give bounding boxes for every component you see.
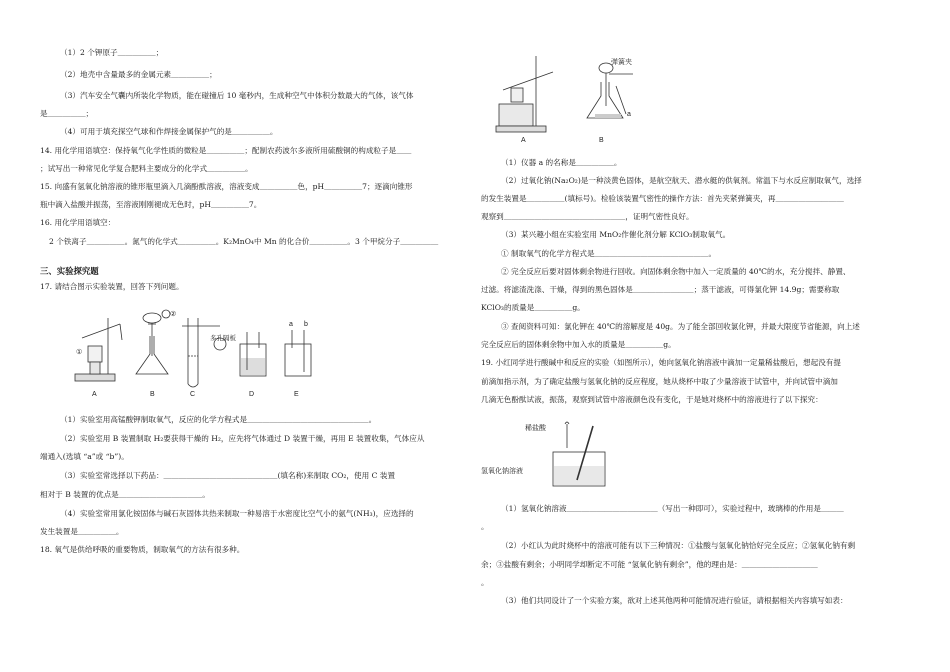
q18-part2-cont2: 观察到＿＿＿＿＿＿＿＿＿＿＿＿＿＿＿＿，证明气密性良好。 [481, 212, 694, 221]
section-heading: 三、实验探究题 [40, 266, 99, 276]
q18: 18. 氧气是供给呼吸的重要物质，制取氧气的方法有很多种。 [40, 545, 245, 554]
q19-part2-cont2: 。 [481, 578, 489, 587]
q18-part2-cont1: 的发生装置是＿＿＿＿＿(填标号)。检验该装置气密性的操作方法：首先夹紧弹簧夹，再＿＿＿＿＿＿＿＿＿ [481, 194, 844, 203]
q19-part2-cont: 余；③盐酸有剩余；小明同学却断定不可能 “氢氧化钠有剩余”，他的理由是：＿＿＿＿＿＿＿＿＿＿ [481, 560, 818, 569]
q13-part4: （4）可用于填充探空气球和作焊接金属保护气的是＿＿＿＿＿。 [60, 127, 278, 136]
label-port-b: b [304, 321, 308, 328]
q17-part3: （3）实验室常选择以下药品：＿＿＿＿＿＿＿＿＿＿＿＿＿＿＿(填名称)来制取 CO₂，使用 C 装置 [60, 471, 396, 480]
q19-cont1: 前滴加指示剂，为了确定盐酸与氢氧化钠的反应程度，她从烧杯中取了少量溶液于试管中，并向试管中滴加 [481, 377, 838, 386]
q15: 15. 向盛有氢氧化钠溶液的锥形瓶里滴入几滴酚酞溶液，溶液变成＿＿＿＿＿色，pH＿＿＿＿＿7；逐滴向锥形 [40, 182, 413, 191]
label-A-right: A [521, 137, 526, 144]
q18-apparatus-figure [491, 42, 641, 146]
q17-part2-cont: 端通入(选填 “a”或 “b”)。 [40, 452, 129, 461]
label-circle-1: ① [76, 349, 83, 356]
q19-part1: （1）氢氧化钠溶液＿＿＿＿＿＿＿＿＿＿＿＿（写出一种即可），实验过程中，玻璃棒的作用是＿＿＿ [501, 504, 844, 513]
q13-part1: （1）2 个钾原子＿＿＿＿＿； [60, 48, 164, 57]
q18-part3-2: ② 完全反应后要对固体剩余物进行回收。向固体剩余物中加入一定质量的 40℃的水，充分搅拌、静置、 [501, 267, 851, 276]
q15-cont: 瓶中滴入盐酸并振荡，至溶液刚刚褪成无色时，pH＿＿＿＿＿7。 [40, 200, 262, 209]
q18-part3-2-cont2: KClO₃的质量是＿＿＿＿＿g。 [481, 303, 585, 312]
label-naoh-solution: 氢氧化钠溶液 [481, 468, 523, 475]
q17-part3-cont: 相对于 B 装置的优点是＿＿＿＿＿＿＿＿＿＿＿。 [40, 490, 210, 499]
q17-part4: （4）实验室常用氯化铵固体与碱石灰固体共热来制取一种易溶于水密度比空气小的氨气(NH₃)，应选择的 [60, 509, 414, 518]
q18-part3-3-cont: 完全反应后的固体剩余物中加入水的质量是＿＿＿＿＿g。 [481, 340, 676, 349]
q19: 19. 小红同学进行酸碱中和反应的实验（如图所示），她向氢氧化钠溶液中滴加一定量稀盐酸后，想起没有提 [481, 358, 841, 367]
q13-part3-cont: 是＿＿＿＿＿； [40, 109, 94, 118]
q18-part3-2-cont: 过滤。将滤渣洗涤、干燥，得到的黑色固体是＿＿＿＿＿＿＿＿；蒸干滤液，可得氯化钾 14.9g；需要称取 [481, 285, 840, 294]
q19-cont2: 几滴无色酚酞试液，振荡，观察到试管中溶液颜色没有变化，于是她对烧杯中的溶液进行了以下探究： [481, 395, 823, 404]
q17: 17. 请结合图示实验装置，回答下列问题。 [40, 282, 184, 291]
q16-items: 2 个铁离子＿＿＿＿＿。氮气的化学式＿＿＿＿＿。K₂MnO₄中 Mn 的化合价＿＿＿＿＿。3 个甲烷分子＿＿＿＿＿ [49, 237, 439, 246]
q18-part3-1: ① 制取氧气的化学方程式是＿＿＿＿＿＿＿＿＿＿＿＿＿＿＿。 [501, 249, 717, 258]
q16: 16. 用化学用语填空： [40, 218, 116, 227]
q18-part1: （1）仪器 a 的名称是＿＿＿＿＿。 [501, 158, 622, 167]
q19-beaker-figure [481, 418, 621, 492]
q18-part2: （2）过氧化钠(Na₂O₂)是一种淡黄色固体，是航空航天、潜水艇的供氧剂。常温下与水反应制取氧气，选择 [501, 176, 862, 185]
q18-part3-3: ③ 查阅资料可知：氯化钾在 40℃的溶解度是 40g。为了能全部回收氯化钾，并最大限度节省能源，向上述 [501, 322, 860, 331]
q19-part2: （2）小红认为此时烧杯中的溶液可能有以下三种情况：①盐酸与氢氧化钠恰好完全反应；②氢氧化钠有剩 [501, 541, 856, 550]
label-B-right: B [599, 137, 604, 144]
label-port-a-right: a [627, 111, 631, 118]
q18-part3: （3）某兴趣小组在实验室用 MnO₂作催化剂分解 KClO₃制取氧气。 [501, 230, 731, 239]
q19-part1-cont: 。 [481, 522, 489, 531]
label-port-a: a [289, 321, 293, 328]
q13-part2: （2）地壳中含量最多的金属元素＿＿＿＿＿； [60, 70, 217, 79]
label-porous-plate: 多孔隔板 [210, 335, 236, 342]
label-circle-2: ② [170, 311, 177, 318]
q17-part4-cont: 发生装置是＿＿＿＿＿。 [40, 527, 124, 536]
q19-part3: （3）他们共同设计了一个实验方案，欲对上述其他两种可能情况进行验证，请根据相关内容填写如表： [501, 596, 848, 605]
label-dilute-hcl: 稀盐酸 [525, 425, 546, 432]
q14-cont: ；试写出一种常见化学复合肥料主要成分的化学式＿＿＿＿＿。 [40, 164, 253, 173]
label-D: D [249, 391, 255, 398]
label-C: C [190, 391, 196, 398]
q17-part2: （2）实验室用 B 装置制取 H₂要获得干燥的 H₂，应先将气体通过 D 装置干燥，再用 E 装置收集，气体应从 [60, 434, 425, 443]
label-E: E [294, 391, 299, 398]
q14: 14. 用化学用语填空：保持氧气化学性质的微粒是＿＿＿＿＿；配制农药波尔多液所用硫酸铜的构成粒子是＿＿ [40, 146, 412, 155]
q17-part1: （1）实验室用高锰酸钾制取氧气，反应的化学方程式是＿＿＿＿＿＿＿＿＿＿＿＿＿＿＿＿。 [60, 415, 377, 424]
label-spring-clamp: 弹簧夹 [611, 59, 632, 66]
label-A: A [92, 391, 97, 398]
label-B: B [150, 391, 155, 398]
q17-apparatus-figure [60, 296, 360, 406]
q13-part3: （3）汽车安全气囊内所装化学物质，能在碰撞后 10 毫秒内，生成种空气中体积分数最大的气体，该气体 [60, 91, 414, 100]
